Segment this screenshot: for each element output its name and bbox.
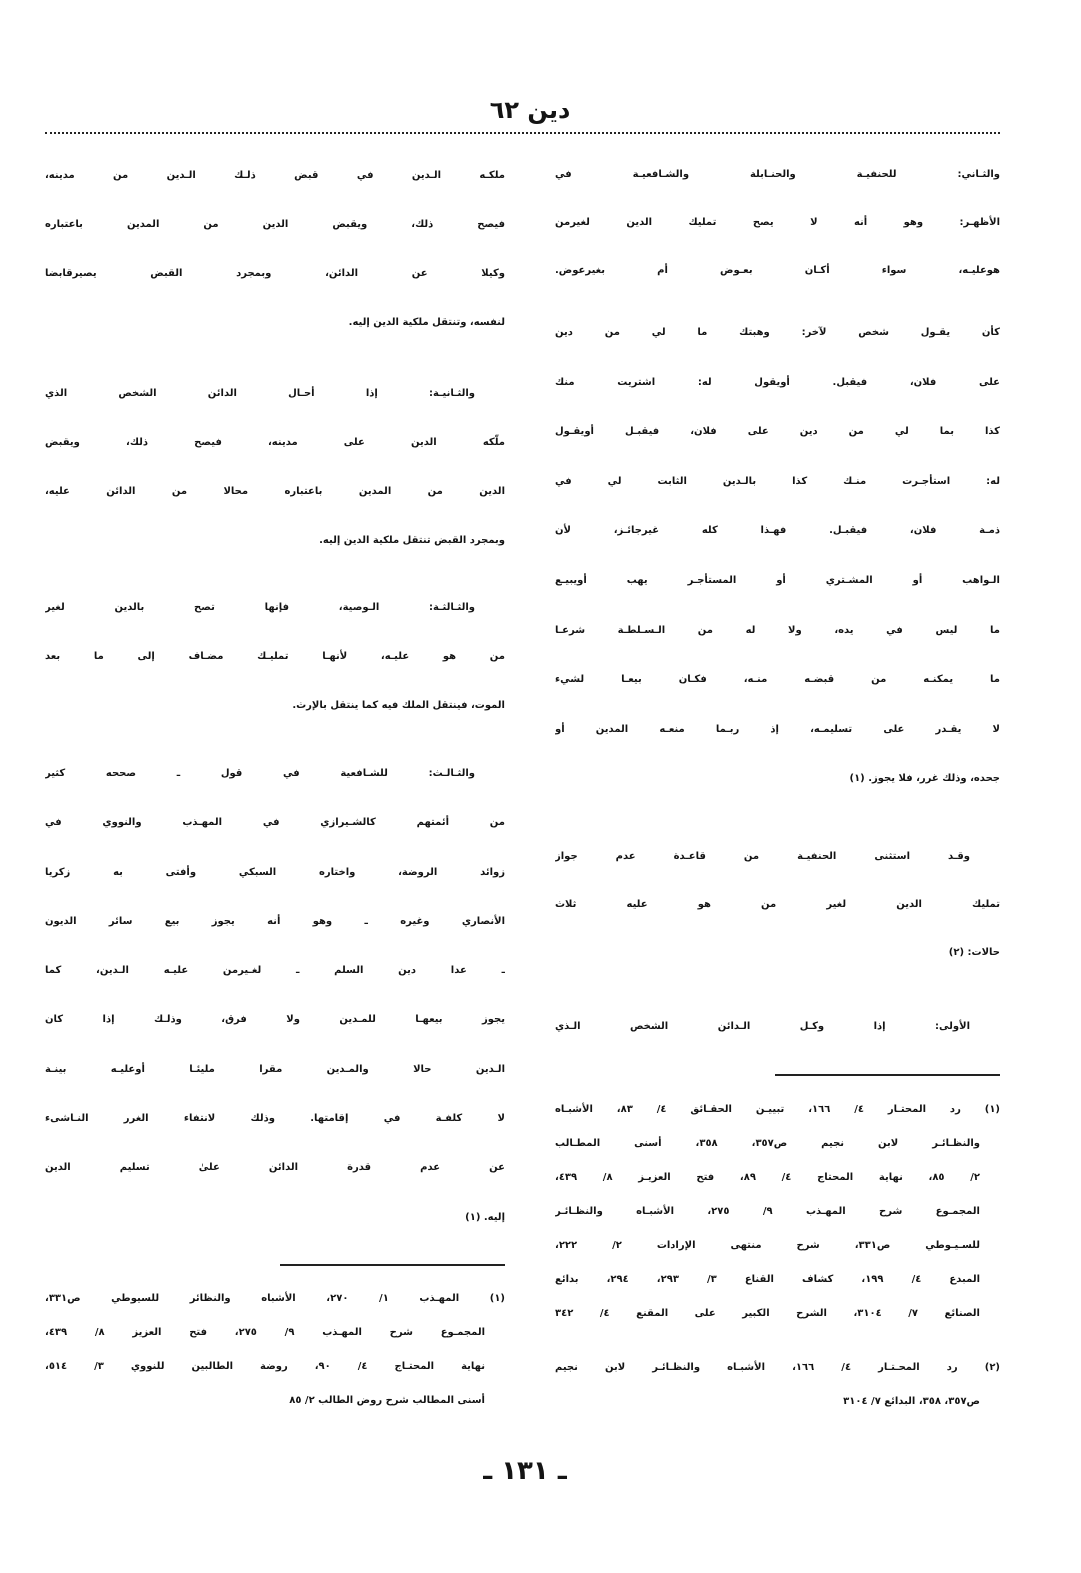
text-line: هوعليـه، سواء أكـان بعـوض أم بغيرعوض. xyxy=(555,265,1000,276)
text-line: تمليك الدين لغير من هو عليه ثلاث xyxy=(555,899,1000,910)
text-line: الموت، فينتقل الملك فيه كما ينتقل بالإرث. xyxy=(292,700,505,711)
text-line: والثـالـث: للشـافعية في قول ـ صححه كثير xyxy=(45,768,475,779)
text-line: الأولى: إذا وكـل الـدائن الشخص الـذي xyxy=(555,1021,970,1032)
text-line: وبمجرد القبض تنتقل ملكية الدين إليه. xyxy=(319,535,505,546)
text-line: ملّكه الدين على مدينه، فيصح ذلك، ويقبض xyxy=(45,437,505,448)
footnote xyxy=(555,1351,1000,1419)
paragraph xyxy=(45,583,505,730)
text-line: حالات: (٢) xyxy=(948,947,1000,958)
footnote-line: المجمـوع شرح المهـذب ٩/ ٢٧٥، الأشبـاه والنظـائـر xyxy=(555,1206,980,1217)
footnote-line: أسنى المطالب شرح روض الطالب ٢/ ٨٥ xyxy=(289,1395,485,1406)
text-line: عن عدم قدرة الدائن علىٰ تسليم الدين xyxy=(45,1162,505,1174)
paragraph xyxy=(555,1003,1000,1051)
text-line: ذمـة فلان، فيقبـل. فهـذا كله غيرجائـز، لأن xyxy=(555,525,1000,537)
text-line: الدين من المدين باعتباره محالا من الدائن عليه، xyxy=(45,486,505,497)
footnote-line: الصنائع ٧/ ٣١٠٤، الشرح الكبير على المقنع ٤/ ٣٤٢ xyxy=(555,1308,980,1319)
text-line: إليه. (١) xyxy=(465,1211,505,1223)
footnote-line: والنظـائـر لابن نجيم ص٣٥٧، ٣٥٨، أسنى المطـالب xyxy=(555,1138,980,1149)
text-line: زوائد الروضة، واختاره السبكي وأفتى به زكريا xyxy=(45,866,505,878)
text-line: والثـالثـة: الـوصية، فإنها تصح بالدين لغير xyxy=(45,602,475,613)
paragraph xyxy=(45,151,505,347)
text-line: الأنصاري وغيره ـ وهو أنه يجوز بيع سائر الديون xyxy=(45,915,505,927)
text-line: الـدين حالا والمـدين مقرا مليئـا أوعليـه بينـة xyxy=(45,1063,505,1075)
text-line: ملكـه الـدين في قبض ذلـك الـدين من مدينه، xyxy=(45,170,505,181)
page-number: ـ ١٣١ ـ xyxy=(483,1456,567,1486)
text-line: الـواهب أو المشـتري أو المستأجـر يهب أويبيـع xyxy=(555,574,1000,586)
text-line: فيصح ذلك، ويقبض الدين من المدين باعتباره xyxy=(45,219,505,230)
footnote-line: المجمـوع شرح المهـذب ٩/ ٢٧٥، فتح العزيز ٨/ ٤٣٩، xyxy=(45,1327,486,1338)
paragraph xyxy=(555,833,1000,977)
text-line: والثـاني: للحنفيـة والحنـابلة والشـافعيـة في xyxy=(555,169,1000,180)
paragraph xyxy=(45,369,505,565)
text-line: جحده، وذلك غرر، فلا يجوز. (١) xyxy=(849,773,1000,785)
footnote-line: المبدع ٤/ ١٩٩، كشاف القناع ٣/ ٢٩٣، ٢٩٤، بدائع xyxy=(555,1274,981,1285)
footnote-line: (١) رد المحتـار ٤/ ١٦٦، تبييـن الحقـائق ٤/ ٨٣، الأشبـاه xyxy=(555,1104,1000,1115)
text-line: ما ليس في يده، ولا له من الـسـلطـة شرعـا xyxy=(555,624,1000,636)
text-line: لنفسه، وتنتقل ملكية الدين إليه. xyxy=(348,317,505,328)
paragraph xyxy=(45,749,505,1242)
footnote-separator xyxy=(280,1264,505,1266)
footnote-line: نهاية المحتـاج ٤/ ٩٠، روضة الطالبين للنووي ٣/ ٥١٤، xyxy=(45,1361,486,1372)
text-line: لا يقـدر على تسليمـه، إذ ربـما منعـه المدين أو xyxy=(555,723,1000,735)
footnote-line: للسـيـوطي ص٣٣١، شرح منتهى الإرادات ٢/ ٢٢٢، xyxy=(555,1240,980,1251)
paragraph xyxy=(555,151,1000,295)
right-column xyxy=(555,0,1000,1573)
text-line: لا كلفـة في إقامتها. وذلك لانتفاء الغرر النـاشىء xyxy=(45,1113,505,1125)
footnote xyxy=(45,1282,505,1418)
text-line: والثـانيـة: إذا أحـال الدائن الشخص الذي xyxy=(45,388,475,399)
text-line: كذا بما لي من دين على فلان، فيقبـل أويقـول xyxy=(555,426,1000,438)
text-line: ـ عدا دين السلم ـ لغـيرمن عليـه الـدين، كما xyxy=(45,965,505,977)
text-line: على فلان، فيقبل. أويقول له: اشتريت منك xyxy=(555,376,1000,388)
footnote-line: (١) المهـذب ١/ ٢٧٠، الأشباه والنظائر للسيوطي ص٣٣١، xyxy=(45,1293,505,1304)
paragraph xyxy=(555,308,1000,804)
text-line: من هو عليـه، لأنهـا تمليـك مضـاف إلى ما بعد xyxy=(45,651,505,662)
running-header-title: دين ٦٢ xyxy=(489,96,571,124)
text-line: وكيلا عن الدائن، وبمجرد القبض يصيرقابضا xyxy=(45,268,505,279)
footnote-line: ص٣٥٧، ٣٥٨، البدائع ٧/ ٣١٠٤ xyxy=(843,1396,980,1407)
footnote-separator xyxy=(775,1074,1000,1076)
text-line: ما يمكنـه من قبضـه منـه، فكـان بيعـا لشيء xyxy=(555,674,1000,686)
text-line: كأن يقـول شخص لآخر: وهبتك ما لي من دين xyxy=(555,327,1000,338)
text-line: الأظهـر: وهو أنه لا يصح تمليك الدين لغيرمن xyxy=(555,217,1000,228)
text-line: يجوز بيعهـا للمـدين ولا فرق، وذلـك إذا كان xyxy=(45,1014,505,1026)
text-line: وقـد استثنى الحنفيـة من قاعـدة عدم جواز xyxy=(555,851,970,862)
left-column xyxy=(45,0,505,1573)
text-line: له: استأجـرت منـك كذا بالـدين الثابت لي في xyxy=(555,475,1000,487)
footnote-line: (٢) رد المحـتـار ٤/ ١٦٦، الأشبـاه والنظـائـر لابن نجيم xyxy=(555,1362,1000,1373)
text-line: من أئمتهم كالشـيرازي في المهـذب والنووي في xyxy=(45,817,505,829)
footnote xyxy=(555,1093,1000,1331)
footnote-line: ٢/ ٨٥، نهاية المحتاج ٤/ ٨٩، فتح العزيـز ٨/ ٤٣٩، xyxy=(555,1172,980,1183)
